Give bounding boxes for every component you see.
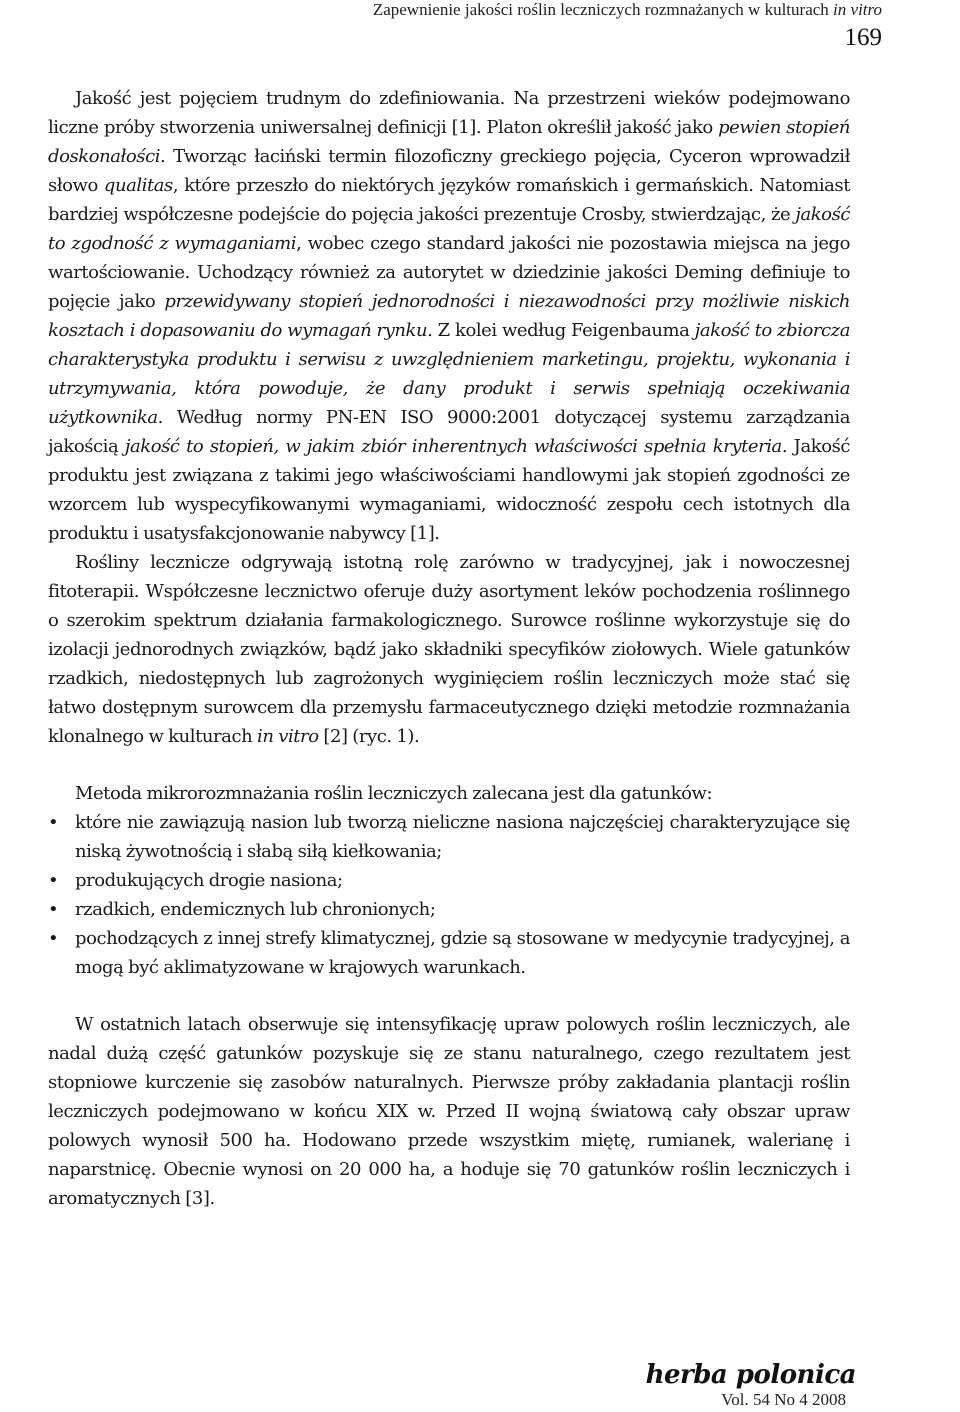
bullet-icon: • (48, 812, 59, 833)
italic-run: in vitro (257, 726, 319, 747)
page-number: 169 (844, 24, 882, 51)
italic-run: qualitas (103, 175, 173, 196)
text-run: . Według normy PN-EN ISO 9000:2001 dotyczącej systemu zarządzania jakością (48, 407, 850, 457)
journal-logo: herba polonica (645, 1360, 856, 1390)
article-body (48, 84, 850, 1213)
paragraph-medicinal-plants (48, 548, 850, 751)
list-item (48, 866, 850, 895)
italic-run: przewidywany stopień jednorodności i niezawodności przy możliwie niskich kosztach i dopasowaniu do wymagań rynku (48, 291, 851, 341)
running-header-title-italic: in vitro (833, 0, 882, 19)
text-run: . Tworząc łaciński termin filozoficzny greckiego pojęcia, Cyceron wprowadził słowo (48, 146, 850, 196)
volume-info: Vol. 54 No 4 2008 (721, 1390, 846, 1409)
paragraph-micropropagation-intro: Metoda mikrorozmnażania roślin leczniczych zalecana jest dla gatunków: (75, 783, 713, 804)
italic-run: jakość to zgodność z wymaganiami (48, 204, 850, 254)
running-header (373, 0, 882, 20)
list-item-text: produkujących drogie nasiona; (75, 870, 343, 891)
text-run: Jakość jest pojęciem trudnym do zdefiniowania. Na przestrzeni wieków podejmowano liczne próby stworzenia uniwersalnej definicji [1]. Platon określił jakość jako (48, 88, 850, 138)
list-item-text: rzadkich, endemicznych lub chronionych; (75, 899, 436, 920)
italic-run: pewien stopień doskonałości (48, 117, 850, 167)
text-run: . Z kolei według Feigenbauma (427, 320, 695, 341)
running-header-title: Zapewnienie jakości roślin leczniczych rozmnażanych w kulturach (372, 0, 834, 19)
text-run: . Jakość produktu jest związana z takimi jego właściwościami handlowymi jak stopień zgodności ze wzorcem lub wyspecyfikowanymi wymaganiami, widoczność zespołu cech istotnych dla produktu i usatysfakcjonowanie nabywcy [1]. (48, 436, 850, 544)
list-item-text: pochodzących z innej strefy klimatycznej, gdzie są stosowane w medycynie tradycyjnej, a mogą być aklimatyzowane w krajowych warunkach. (75, 928, 850, 978)
text-run: Rośliny lecznicze odgrywają istotną rolę zarówno w tradycyjnej, jak i nowoczesnej fitoterapii. Współczesne lecznictwo oferuje duży asortyment leków pochodzenia roślinnego o szerokim spektrum działania farmakologicznego. Surowce roślinne wykorzystuje się do izolacji jednorodnych związków, bądź jako składniki specyfików ziołowych. Wiele gatunków rzadkich, niedostępnych lub zagrożonych wyginięciem roślin leczniczych może stać się łatwo dostępnym surowcem dla przemysłu farmaceutycznego dzięki metodzie rozmnażania klonalnego w kulturach (48, 552, 850, 747)
bullet-icon: • (48, 899, 59, 920)
text-run: , które przeszło do niektórych języków romańskich i germańskich. Natomiast bardziej współczesne podejście do pojęcia jakości prezentuje Crosby, stwierdzając, że (48, 175, 850, 225)
list-item (48, 808, 850, 866)
list-item (48, 895, 850, 924)
bullet-icon: • (48, 870, 59, 891)
paragraph-gap (48, 982, 850, 1010)
species-list (48, 808, 850, 982)
italic-run: jakość to stopień, w jakim zbiór inherentnych właściwości spełnia kryteria (124, 436, 782, 457)
paragraph-field-cultivation: W ostatnich latach obserwuje się intensyfikację upraw polowych roślin leczniczych, ale nadal dużą część gatunków pozyskuje się ze stanu naturalnego, czego rezultatem jest stopniowe kurczenie się zasobów naturalnych. Pierwsze próby zakładania plantacji roślin leczniczych podejmowano w końcu XIX w. Przed II wojną światową cały obszar upraw polowych wynosił 500 ha. Hodowano przede wszystkim miętę, rumianek, walerianę i naparstnicę. Obecnie wynosi on 20 000 ha, a hoduje się 70 gatunków roślin leczniczych i aromatycznych [3]. (48, 1014, 850, 1209)
text-run: [2] (ryc. 1). (318, 726, 420, 747)
text-run: , wobec czego standard jakości nie pozostawia miejsca na jego wartościowanie. Uchodzący również za autorytet w dziedzinie jakości Deming definiuje to pojęcie jako (48, 233, 850, 312)
list-item (48, 924, 850, 982)
list-item-text: które nie zawiązują nasion lub tworzą nieliczne nasiona najczęściej charakteryzujące się niską żywotnością i słabą siłą kiełkowania; (75, 812, 850, 862)
bullet-icon: • (48, 928, 59, 949)
italic-run: jakość to zbiorcza charakterystyka produktu i serwisu z uwzględnieniem marketingu, projektu, wykonania i utrzymywania, która powoduje, że dany produkt i serwis spełniają oczekiwania użytkownika (48, 320, 850, 428)
paragraph-quality-definition (48, 84, 850, 548)
paragraph-gap (48, 751, 850, 779)
